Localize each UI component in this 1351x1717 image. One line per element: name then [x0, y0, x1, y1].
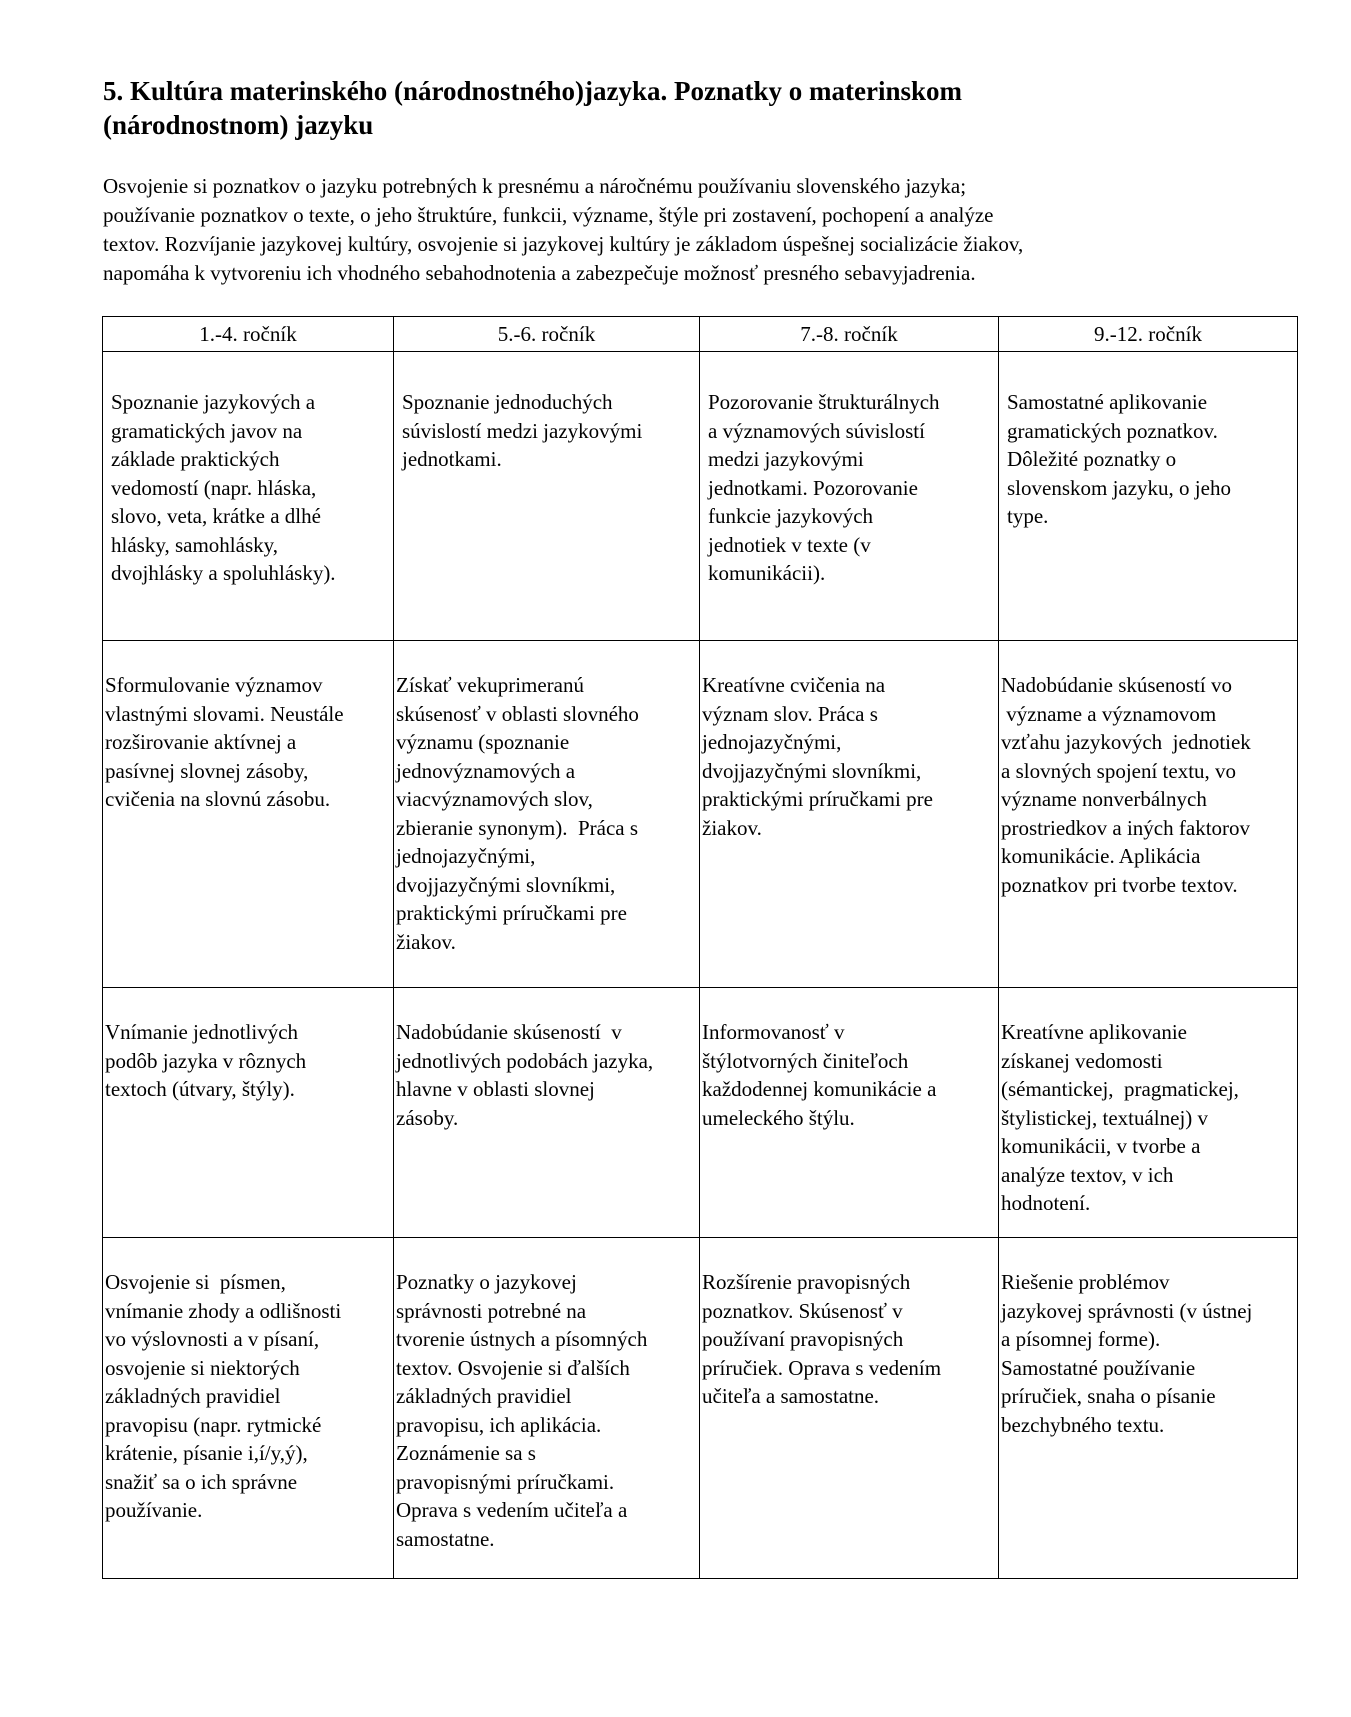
cell-line: praktickými príručkami pre: [702, 787, 933, 811]
table-cell: [999, 352, 1298, 641]
cell-line: a významových súvislostí: [708, 418, 925, 443]
intro-line: používanie poznatkov o texte, o jeho štruktúre, funkcii, význame, štýle pri zostavení, pochopení a analýze: [103, 203, 994, 227]
cell-line: podôb jazyka v rôznych: [105, 1048, 307, 1073]
table-cell: [700, 641, 999, 988]
cell-line: jednojazyčnými,: [396, 844, 536, 868]
table-cell: [103, 352, 394, 641]
cell-line: Osvojenie si písmen,: [105, 1270, 286, 1294]
intro-line: textov. Rozvíjanie jazykovej kultúry, osvojenie si jazykovej kultúry je základom úspešnej socializácie žiakov,: [103, 232, 1024, 256]
cell-text: [394, 988, 699, 1132]
cell-line: základných pravidiel: [105, 1384, 281, 1408]
cell-line: textov. Osvojenie si ďalších: [396, 1355, 630, 1380]
cell-line: Oprava s vedením učiteľa a: [396, 1498, 628, 1522]
cell-line: praktickými príručkami pre: [396, 901, 627, 925]
cell-text: [394, 641, 699, 956]
cell-line: význame nonverbálnych: [1001, 787, 1207, 811]
cell-line: pasívnej slovnej zásoby,: [105, 758, 309, 783]
cell-line: Kreatívne aplikovanie: [1001, 1020, 1188, 1044]
cell-line: prostriedkov a iných faktorov: [1001, 815, 1251, 840]
table-cell: [394, 988, 700, 1238]
table-row: [103, 988, 1298, 1238]
cell-text: [103, 1238, 393, 1525]
cell-line: hlásky, samohlásky,: [111, 532, 279, 557]
table-cell: [999, 641, 1298, 988]
cell-text: [394, 352, 699, 474]
cell-line: viacvýznamových slov,: [396, 787, 593, 811]
intro-line: Osvojenie si poznatkov o jazyku potrebných k presnému a náročnému používaniu slovenského jazyka;: [103, 174, 967, 198]
cell-line: Získať vekuprimeranú: [396, 673, 584, 697]
table-cell: [700, 1238, 999, 1579]
table-cell: [999, 1238, 1298, 1579]
cell-line: medzi jazykovými: [708, 447, 864, 471]
cell-line: analýze textov, v ich: [1001, 1162, 1174, 1187]
cell-text: [999, 988, 1297, 1218]
cell-line: význam slov. Práca s: [702, 701, 878, 726]
table-cell: [103, 641, 394, 988]
cell-text: [103, 988, 393, 1104]
table-cell: [700, 988, 999, 1238]
cell-line: komunikácie. Aplikácia: [1001, 844, 1201, 868]
cell-line: snažiť sa o ich správne: [105, 1469, 298, 1494]
cell-line: osvojenie si niektorých: [105, 1355, 300, 1380]
document-title: [103, 74, 1283, 142]
cell-line: význame a významovom: [1001, 701, 1217, 726]
cell-line: vlastnými slovami. Neustále: [105, 701, 344, 726]
header-grade-5-6: 5.-6. ročník: [394, 317, 700, 352]
cell-line: textoch (útvary, štýly).: [105, 1077, 295, 1101]
cell-line: komunikácii, v tvorbe a: [1001, 1134, 1201, 1158]
cell-text: [700, 1238, 998, 1411]
cell-line: krátenie, písanie i,í/y,ý),: [105, 1441, 308, 1465]
table-cell: [700, 352, 999, 641]
intro-line: napomáha k vytvoreniu ich vhodného sebahodnotenia a zabezpečuje možnosť presného sebavyjadrenia.: [103, 261, 976, 285]
cell-line: Samostatné používanie: [1001, 1355, 1196, 1380]
cell-line: štylistickej, textuálnej) v: [1001, 1105, 1209, 1130]
cell-line: základných pravidiel: [396, 1384, 572, 1408]
table-cell: [999, 988, 1298, 1238]
cell-line: pravopisu, ich aplikácia.: [396, 1412, 602, 1437]
cell-text: [999, 352, 1297, 531]
cell-line: Samostatné aplikovanie: [1007, 390, 1208, 414]
cell-line: skúsenosť v oblasti slovného: [396, 701, 639, 726]
cell-line: dvojjazyčnými slovníkmi,: [702, 758, 922, 783]
cell-line: dvojjazyčnými slovníkmi,: [396, 872, 616, 897]
title-line: 5. Kultúra materinského (národnostného)jazyka. Poznatky o materinskom: [103, 76, 963, 106]
cell-line: (sémantickej, pragmatickej,: [1001, 1077, 1239, 1101]
table-cell: [103, 1238, 394, 1579]
cell-line: Nadobúdanie skúseností vo: [1001, 673, 1232, 697]
cell-line: rozširovanie aktívnej a: [105, 730, 297, 754]
cell-line: a písomnej forme).: [1001, 1327, 1161, 1351]
cell-text: [103, 352, 393, 588]
cell-line: slovenskom jazyku, o jeho: [1007, 475, 1231, 500]
table-cell: [394, 352, 700, 641]
cell-line: gramatických poznatkov.: [1007, 418, 1218, 443]
cell-line: Dôležité poznatky o: [1007, 447, 1177, 471]
cell-line: Informovanosť v: [702, 1020, 845, 1044]
cell-line: štýlotvorných činiteľoch: [702, 1048, 909, 1073]
cell-line: type.: [1007, 504, 1049, 528]
cell-line: príručiek. Oprava s vedením: [702, 1355, 942, 1380]
header-grade-9-12: 9.-12. ročník: [999, 317, 1298, 352]
cell-line: žiakov.: [396, 929, 456, 954]
header-grade-1-4: 1.-4. ročník: [103, 317, 394, 352]
cell-line: vnímanie zhody a odlišnosti: [105, 1298, 342, 1323]
cell-line: poznatkov pri tvorbe textov.: [1001, 872, 1238, 897]
cell-line: príručiek, snaha o písanie: [1001, 1384, 1216, 1408]
cell-line: jednovýznamových a: [396, 758, 576, 783]
cell-line: poznatkov. Skúsenosť v: [702, 1298, 903, 1323]
cell-line: vo výslovnosti a v písaní,: [105, 1327, 320, 1351]
curriculum-table: [102, 316, 1298, 1579]
cell-line: Kreatívne cvičenia na: [702, 673, 886, 697]
cell-line: vzťahu jazykových jednotiek: [1001, 730, 1251, 754]
cell-text: [700, 641, 998, 842]
title-line: (národnostnom) jazyku: [103, 110, 374, 140]
header-grade-7-8: 7.-8. ročník: [700, 317, 999, 352]
cell-text: [394, 1238, 699, 1553]
cell-line: zásoby.: [396, 1105, 459, 1130]
cell-line: učiteľa a samostatne.: [702, 1384, 880, 1408]
intro-paragraph: [103, 172, 1283, 288]
cell-line: vedomostí (napr. hláska,: [111, 475, 317, 500]
cell-line: používanie.: [105, 1498, 203, 1522]
cell-line: jednotkami. Pozorovanie: [708, 475, 918, 500]
table-row: [103, 352, 1298, 641]
cell-line: jednotkami.: [402, 447, 502, 471]
cell-line: gramatických javov na: [111, 418, 303, 443]
table-header-row: [103, 317, 1298, 352]
cell-line: každodennej komunikácie a: [702, 1077, 937, 1101]
cell-line: komunikácii).: [708, 561, 826, 585]
table-cell: [394, 641, 700, 988]
cell-line: hodnotení.: [1001, 1191, 1091, 1215]
cell-line: tvorenie ústnych a písomných: [396, 1327, 648, 1351]
cell-line: hlavne v oblasti slovnej: [396, 1077, 595, 1101]
cell-line: Rozšírenie pravopisných: [702, 1270, 911, 1294]
cell-line: cvičenia na slovnú zásobu.: [105, 787, 331, 811]
cell-line: jednojazyčnými,: [702, 730, 842, 754]
cell-text: [999, 1238, 1297, 1439]
cell-line: žiakov.: [702, 815, 762, 840]
cell-line: základe praktických: [111, 447, 280, 471]
cell-line: používaní pravopisných: [702, 1327, 904, 1351]
cell-text: [103, 641, 393, 814]
cell-line: Spoznanie jazykových a: [111, 390, 316, 414]
cell-text: [700, 352, 998, 588]
cell-line: jednotiek v texte (v: [708, 532, 871, 557]
cell-line: Poznatky o jazykovej: [396, 1270, 577, 1294]
cell-line: súvislostí medzi jazykovými: [402, 418, 643, 443]
cell-line: a slovných spojení textu, vo: [1001, 758, 1237, 783]
cell-line: Riešenie problémov: [1001, 1270, 1170, 1294]
cell-line: Spoznanie jednoduchých: [402, 390, 613, 414]
table-row: [103, 1238, 1298, 1579]
cell-line: dvojhlásky a spoluhlásky).: [111, 561, 336, 585]
cell-line: umeleckého štýlu.: [702, 1105, 855, 1130]
cell-line: pravopisu (napr. rytmické: [105, 1412, 322, 1437]
table-row: [103, 641, 1298, 988]
cell-text: [700, 988, 998, 1132]
cell-line: získanej vedomosti: [1001, 1048, 1163, 1073]
cell-line: Nadobúdanie skúseností v: [396, 1020, 622, 1044]
table-cell: [394, 1238, 700, 1579]
cell-line: jednotlivých podobách jazyka,: [396, 1048, 654, 1073]
cell-line: Vnímanie jednotlivých: [105, 1020, 299, 1044]
cell-line: Zoznámenie sa s: [396, 1441, 536, 1465]
cell-line: samostatne.: [396, 1526, 495, 1551]
cell-line: funkcie jazykových: [708, 504, 874, 528]
cell-line: Sformulovanie významov: [105, 673, 323, 697]
cell-line: pravopisnými príručkami.: [396, 1469, 615, 1494]
cell-line: správnosti potrebné na: [396, 1298, 587, 1323]
cell-line: jazykovej správnosti (v ústnej: [1001, 1298, 1253, 1323]
table-cell: [103, 988, 394, 1238]
cell-line: bezchybného textu.: [1001, 1412, 1165, 1437]
cell-line: zbieranie synonym). Práca s: [396, 815, 639, 840]
cell-text: [999, 641, 1297, 899]
cell-line: Pozorovanie štrukturálnych: [708, 390, 940, 414]
cell-line: významu (spoznanie: [396, 730, 570, 754]
cell-line: slovo, veta, krátke a dlhé: [111, 504, 321, 528]
